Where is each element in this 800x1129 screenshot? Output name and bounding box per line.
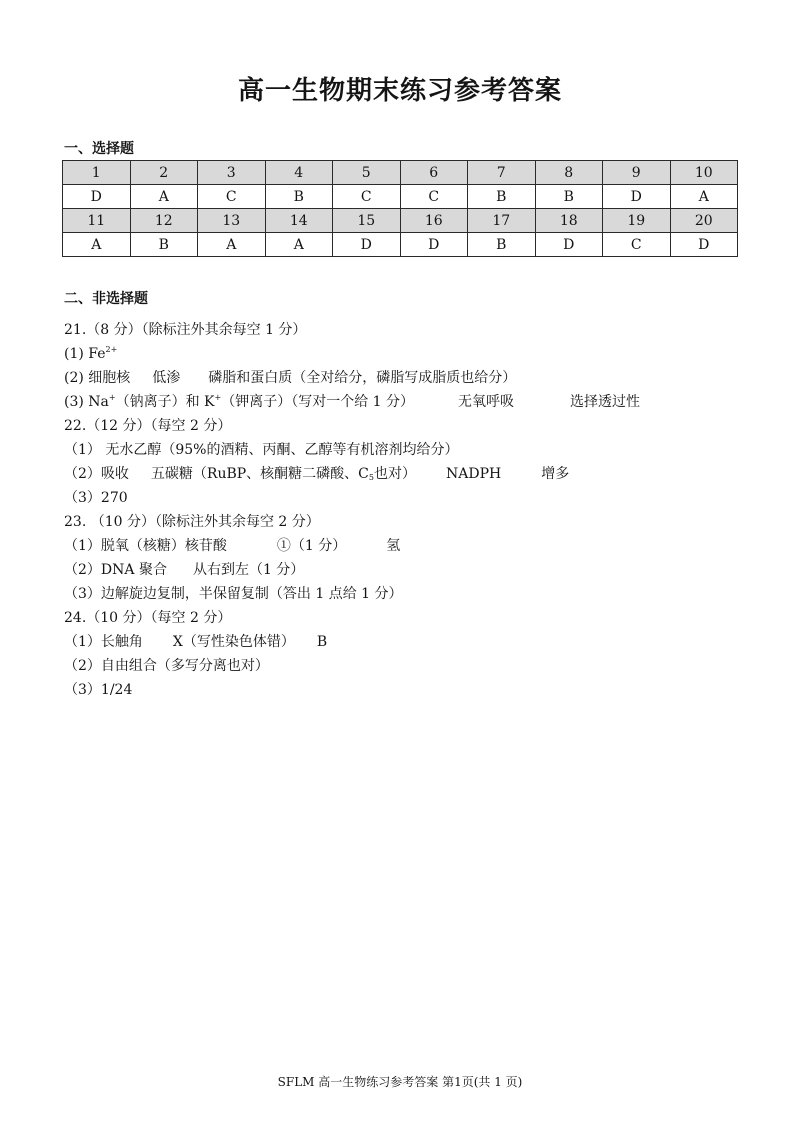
q22-line-3: （3）270 [64,490,128,506]
table-cell: 13 [198,209,266,233]
q21-l3-e: 选择透过性 [570,394,641,410]
table-cell: 17 [468,209,536,233]
section-nonchoice-heading: 二、非选择题 [64,291,148,307]
table-cell: 4 [265,161,333,185]
q24-line-2: （2）自由组合（多写分离也对） [64,658,269,674]
q21-l3-c: （钾离子）（写对一个给 1 分） [221,394,415,410]
table-cell: 3 [198,161,266,185]
table-cell: 11 [63,209,131,233]
table-cell: A [63,233,131,257]
table-cell: B [535,185,603,209]
q23-l1-b: ①（1 分） [276,538,347,554]
q23-l1-a: （1）脱氧（核糖）核苷酸 [64,538,227,554]
q21-l2-b: 低渗 [152,370,181,386]
q21-l3-a-sup: + [108,393,116,402]
table-cell: D [400,233,468,257]
table-row [63,185,738,209]
table-cell: 9 [603,161,671,185]
q23-line-3: （3）边解旋边复制，半保留复制（答出 1 点给 1 分） [64,586,403,602]
q23-l2-b: 从右到左（1 分） [192,562,305,578]
q22-l2-c: 也对） [374,466,416,482]
table-row [63,209,738,233]
table-cell: 19 [603,209,671,233]
q24-l1-c: B [316,634,328,650]
table-row [63,161,738,185]
q23-l1-c: 氢 [386,538,401,554]
table-cell: A [670,185,738,209]
q24-line-1 [64,630,744,654]
q24-l1-a: （1）长触角 [64,634,143,650]
q21-line-3 [64,390,744,414]
q21-l1-text: (1) Fe [64,346,106,362]
page-title: 高一生物期末练习参考答案 [237,76,562,106]
q22-l2-b: 五碳糖（RuBP、核酮糖二磷酸、C [150,466,369,482]
table-cell: C [198,185,266,209]
table-cell: D [333,233,401,257]
q21-l3-b-sup: + [214,393,222,402]
q23-line-1 [64,534,744,558]
q24-line-3: （3）1/24 [64,682,133,698]
q21-l2-c: 磷脂和蛋白质（全对给分，磷脂写成脂质也给分） [208,370,517,386]
q21-l2-a: (2) 细胞核 [64,370,131,386]
q23-line-2 [64,558,744,582]
table-cell: A [198,233,266,257]
table-cell: B [468,185,536,209]
table-row [63,233,738,257]
page-footer: SFLM 高一生物练习参考答案 第1页(共 1 页) [277,1075,523,1089]
q21-l1-sup: 2+ [105,345,118,354]
q22-l2-sub: 5 [368,473,374,482]
table-cell: 16 [400,209,468,233]
table-cell: 18 [535,209,603,233]
q23-header: 23. （10 分）（除标注外其余每空 2 分） [64,514,320,530]
table-cell: D [535,233,603,257]
table-cell: A [265,233,333,257]
q22-l2-e: 增多 [541,466,570,482]
table-cell: D [63,185,131,209]
table-cell: B [130,233,198,257]
q21-l3-d: 无氧呼吸 [458,394,515,410]
table-cell: 5 [333,161,401,185]
table-cell: C [333,185,401,209]
answer-table [62,160,738,257]
q21-l3-b: （钠离子）和 K [115,394,215,410]
table-cell: A [130,185,198,209]
table-cell: 14 [265,209,333,233]
table-cell: 20 [670,209,738,233]
q24-header: 24.（10 分）（每空 2 分） [64,610,232,626]
table-cell: C [603,233,671,257]
section-choice-heading: 一、选择题 [64,141,134,157]
table-cell: 7 [468,161,536,185]
table-cell: 10 [670,161,738,185]
table-cell: 8 [535,161,603,185]
table-cell: D [603,185,671,209]
q21-header: 21.（8 分）（除标注外其余每空 1 分） [64,322,307,338]
answer-lines [64,318,744,702]
table-cell: B [468,233,536,257]
q22-header: 22.（12 分）（每空 2 分） [64,418,232,434]
table-cell: D [670,233,738,257]
q23-l2-a: （2）DNA 聚合 [64,562,167,578]
q21-l3-a: (3) Na [64,394,109,410]
q22-l2-d: NADPH [446,466,502,482]
table-cell: 6 [400,161,468,185]
table-cell: 1 [63,161,131,185]
q21-line-2 [64,366,744,390]
q22-line-1: （1） 无水乙醇（95%的酒精、丙酮、乙醇等有机溶剂均给分） [64,442,459,458]
q22-line-2 [64,462,744,486]
table-cell: 15 [333,209,401,233]
table-cell: 2 [130,161,198,185]
table-cell: C [400,185,468,209]
q24-l1-b: X（写性染色体错） [172,634,295,650]
table-cell: 12 [130,209,198,233]
q22-l2-a: （2）吸收 [64,466,129,482]
table-cell: B [265,185,333,209]
q21-line-1 [64,342,744,366]
